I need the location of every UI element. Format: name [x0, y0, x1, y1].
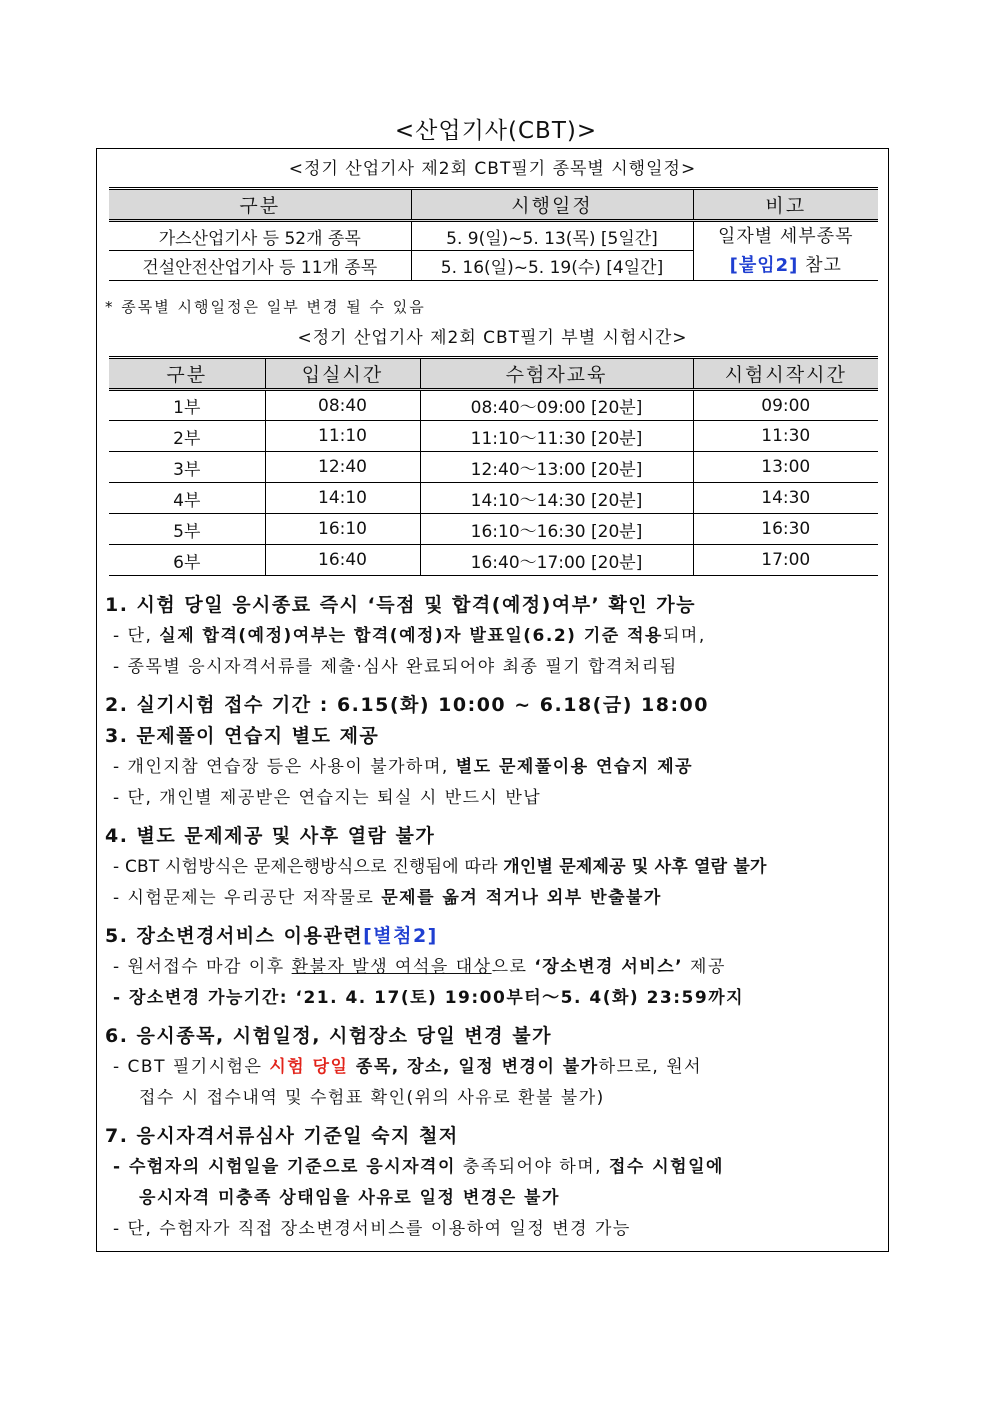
- times-cell-entry: 12:40: [265, 452, 420, 483]
- times-cell-start: 09:00: [693, 390, 878, 421]
- notice-4-heading: 4. 별도 문제제공 및 사후 열람 불가: [105, 825, 436, 847]
- times-header-part: 구분: [109, 358, 265, 390]
- times-cell-start: 14:30: [693, 483, 878, 514]
- times-cell-part: 3부: [109, 452, 265, 483]
- times-cell-education: 12:40～13:00 [20분]: [420, 452, 693, 483]
- times-cell-part: 5부: [109, 514, 265, 545]
- schedule-cell-category: 건설안전산업기사 등 11개 종목: [109, 251, 411, 281]
- page-title: <산업기사(CBT)>: [394, 118, 598, 144]
- times-header-education: 수험자교육: [420, 358, 693, 390]
- times-cell-part: 1부: [109, 390, 265, 421]
- table-row: [109, 452, 878, 483]
- times-cell-start: 13:00: [693, 452, 878, 483]
- table-row: [109, 390, 878, 421]
- notice-6-bullet-1: - CBT 필기시험은 시험 당일 종목, 장소, 일정 변경이 불가하므로, 원서: [113, 1057, 703, 1077]
- notice-7-bullet-1-cont: 응시자격 미충족 상태임을 사유로 일정 변경은 불가: [139, 1188, 560, 1208]
- times-cell-education: 16:40～17:00 [20분]: [420, 545, 693, 576]
- times-cell-part: 2부: [109, 421, 265, 452]
- remark-line1: 일자별 세부종목: [718, 226, 854, 247]
- remark-suffix: 참고: [798, 255, 842, 276]
- times-cell-education: 16:10～16:30 [20분]: [420, 514, 693, 545]
- notice-5-heading: 5. 장소변경서비스 이용관련[별첨2]: [105, 925, 438, 947]
- notice-4-bullet-2: - 시험문제는 우리공단 저작물로 문제를 옮겨 적거나 외부 반출불가: [113, 888, 662, 908]
- notice-7-heading: 7. 응시자격서류심사 기준일 숙지 철저: [105, 1125, 459, 1147]
- times-title: <정기 산업기사 제2회 CBT필기 부별 시험시간>: [297, 328, 688, 348]
- times-cell-entry: 16:40: [265, 545, 420, 576]
- attachment-2-link[interactable]: [붙임2]: [729, 255, 799, 276]
- notice-5-bullet-1: - 원서접수 마감 이후 환불자 발생 여석을 대상으로 ‘장소변경 서비스’ 제공: [113, 957, 726, 977]
- notice-7-bullet-2: - 단, 수험자가 직접 장소변경서비스를 이용하여 일정 변경 가능: [113, 1219, 631, 1239]
- notice-6-bullet-1-cont: 접수 시 접수내역 및 수험표 확인(위의 사유로 환불 불가): [139, 1088, 605, 1108]
- times-cell-entry: 14:10: [265, 483, 420, 514]
- schedule-footnote: * 종목별 시행일정은 일부 변경 될 수 있음: [105, 298, 426, 316]
- times-cell-part: 6부: [109, 545, 265, 576]
- times-cell-part: 4부: [109, 483, 265, 514]
- schedule-title: <정기 산업기사 제2회 CBT필기 종목별 시행일정>: [288, 159, 697, 179]
- schedule-table: [109, 187, 878, 281]
- schedule-cell-remark: [693, 221, 878, 281]
- times-cell-education: 08:40～09:00 [20분]: [420, 390, 693, 421]
- attachment-2-ref[interactable]: [별첨2]: [363, 925, 438, 947]
- schedule-header-date: 시행일정: [411, 189, 693, 221]
- table-row: [109, 421, 878, 452]
- times-cell-education: 11:10～11:30 [20분]: [420, 421, 693, 452]
- times-cell-start: 16:30: [693, 514, 878, 545]
- times-cell-education: 14:10～14:30 [20분]: [420, 483, 693, 514]
- times-cell-entry: 08:40: [265, 390, 420, 421]
- times-cell-start: 17:00: [693, 545, 878, 576]
- schedule-cell-date: 5. 9(일)~5. 13(목) [5일간]: [411, 221, 693, 251]
- notice-1-heading: 1. 시험 당일 응시종료 즉시 ‘득점 및 합격(예정)여부’ 확인 가능: [105, 594, 696, 616]
- notice-6-heading: 6. 응시종목, 시험일정, 시험장소 당일 변경 불가: [105, 1025, 552, 1047]
- notice-list: [105, 590, 880, 1245]
- notice-1-bullet-1: - 단, 실제 합격(예정)여부는 합격(예정)자 발표일(6.2) 기준 적용되며,: [113, 626, 706, 646]
- times-cell-start: 11:30: [693, 421, 878, 452]
- content-frame: [96, 148, 889, 1252]
- table-row: [109, 221, 878, 251]
- notice-3-bullet-1: - 개인지참 연습장 등은 사용이 불가하며, 별도 문제풀이용 연습지 제공: [113, 757, 694, 777]
- notice-2-heading: 2. 실기시험 접수 기간 : 6.15(화) 10:00 ~ 6.18(금) 18:00: [105, 694, 709, 716]
- times-table: [109, 356, 878, 576]
- table-row: [109, 514, 878, 545]
- table-row: [109, 483, 878, 514]
- times-cell-entry: 16:10: [265, 514, 420, 545]
- schedule-cell-date: 5. 16(일)~5. 19(수) [4일간]: [411, 251, 693, 281]
- schedule-header-category: 구분: [109, 189, 411, 221]
- times-cell-entry: 11:10: [265, 421, 420, 452]
- notice-7-bullet-1: - 수험자의 시험일을 기준으로 응시자격이 충족되어야 하며, 접수 시험일에: [113, 1157, 724, 1177]
- notice-3-heading: 3. 문제풀이 연습지 별도 제공: [105, 725, 380, 747]
- schedule-cell-category: 가스산업기사 등 52개 종목: [109, 221, 411, 251]
- notice-3-bullet-2: - 단, 개인별 제공받은 연습지는 퇴실 시 반드시 반납: [113, 788, 542, 808]
- notice-4-bullet-1: - CBT 시험방식은 문제은행방식으로 진행됨에 따라 개인별 문제제공 및 사후 열람 불가: [113, 857, 767, 877]
- times-header-entry: 입실시간: [265, 358, 420, 390]
- notice-1-bullet-2: - 종목별 응시자격서류를 제출·심사 완료되어야 최종 필기 합격처리됨: [113, 657, 678, 677]
- table-row: [109, 545, 878, 576]
- notice-5-bullet-2: - 장소변경 가능기간: ‘21. 4. 17(토) 19:00부터～5. 4(화) 23:59까지: [113, 988, 745, 1008]
- times-header-start: 시험시작시간: [693, 358, 878, 390]
- schedule-header-remark: 비고: [693, 189, 878, 221]
